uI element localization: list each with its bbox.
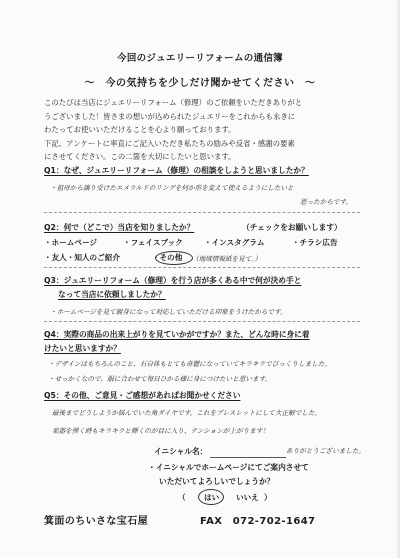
intro-paragraph <box>44 96 302 164</box>
option-facebook: ・フェイスブック <box>123 238 183 247</box>
question-2-other-answer: （地域情報紙を見て。） <box>192 255 262 263</box>
question-5-answer: 最後までどうしようか悩んでいた角ダイヤです。これをブレスレットにして大正解でした。 <box>52 409 322 417</box>
question-3-answer: ・ホームページを見て親身になって対応していただける印象をうけたからです。 <box>50 308 287 316</box>
checkmark-circle <box>155 251 193 265</box>
question-3-label: Q3：ジュエリーリフォーム（修理）を行う店が多くある中で何が決め手と <box>44 276 302 285</box>
selected-circle <box>198 489 224 505</box>
option-flyer: ・チラシ広告 <box>292 238 338 247</box>
question-4-answer-cont: ・せっかくなので、服に合わせて毎日ひかる様に身につけたいと思います。 <box>48 375 272 383</box>
intro-line: にさせてください。この二箇を大切にしたいと思います。 <box>44 152 236 162</box>
question-3-label-cont: なって当店に依頼しましたか？ <box>58 290 166 299</box>
question-5-label: Q5：その他、ご意見・ご感想があればお聞かせください <box>44 391 241 400</box>
question-1-label: Q1：なぜ、ジュエリーリフォーム（修理）の相談をしようと思いましたか？ <box>44 166 309 175</box>
consent-question-cont: いただいてよろしいでしょうか？ <box>159 477 275 486</box>
document-subtitle: ～ 今の気持ちを少しだけ聞かせてください ～ <box>84 78 316 89</box>
intro-line: 下記、アンケートに率直にご記入いただき私たちの励みや反省・感謝の要素 <box>44 138 295 148</box>
intro-line: うございました！皆さまの想いが込められたジュエリーをこれからも永きに <box>44 111 296 121</box>
divider <box>44 321 360 322</box>
option-other: ・その他 <box>152 253 183 262</box>
shop-name: 箕面のちいさな宝石屋 <box>44 516 148 527</box>
divider <box>44 267 360 268</box>
initial-name-line <box>210 457 286 458</box>
paren-open: （ <box>178 493 186 502</box>
question-5-closing: ありがとうございました。 <box>286 447 366 455</box>
question-1-answer-cont: 思ったからです。 <box>300 198 353 206</box>
option-instagram: ・インスタグラム <box>204 238 265 247</box>
question-5-answer-cont: 楽器を弾く時もキラキラと輝くのが目に入り、テンションが上がります！ <box>52 427 269 435</box>
fax-number: FAX 072-702-1647 <box>200 516 316 527</box>
option-homepage: ・ホームページ <box>44 238 98 247</box>
paren-close: ） <box>264 493 272 502</box>
question-4-label-cont: けたいと思いますか？ <box>44 344 121 353</box>
question-1-answer: ・祖母から譲り受けたエメラルドのリングを何か形を変えて使えるようにしたいと <box>50 184 294 192</box>
intro-line: わたってお使いいただけることを心より願っております。 <box>44 125 236 135</box>
question-4-answer: ・デザインはもちろんのこと、石自体もとても奇麗になっていてキラキラでびっくりしました。 <box>48 360 332 368</box>
no-option: いいえ <box>236 493 259 502</box>
option-friend-referral: ・友人・知人のご紹介 <box>44 253 120 262</box>
question-2-note: （チェックをお願いします） <box>242 223 342 232</box>
consent-question: ・イニシャルでホームページにてご案内させて <box>148 463 309 472</box>
divider <box>44 212 360 213</box>
document-title: 今回のジュエリーリフォームの通信簿 <box>117 53 283 64</box>
scan-edge-shadow <box>396 0 400 558</box>
question-4-label: Q4：実際の商品の出来上がりを見ていかがですか？また、どんな時に身に着 <box>44 330 310 339</box>
initial-name-label: イニシャル名： <box>154 447 208 456</box>
question-2-label: Q2：何で（どこで）当店を知りましたか？ <box>44 223 195 232</box>
yes-option: はい <box>204 493 220 502</box>
intro-line: このたびは当店にジュエリーリフォーム（修理）のご依頼をいただきありがと <box>44 98 303 107</box>
